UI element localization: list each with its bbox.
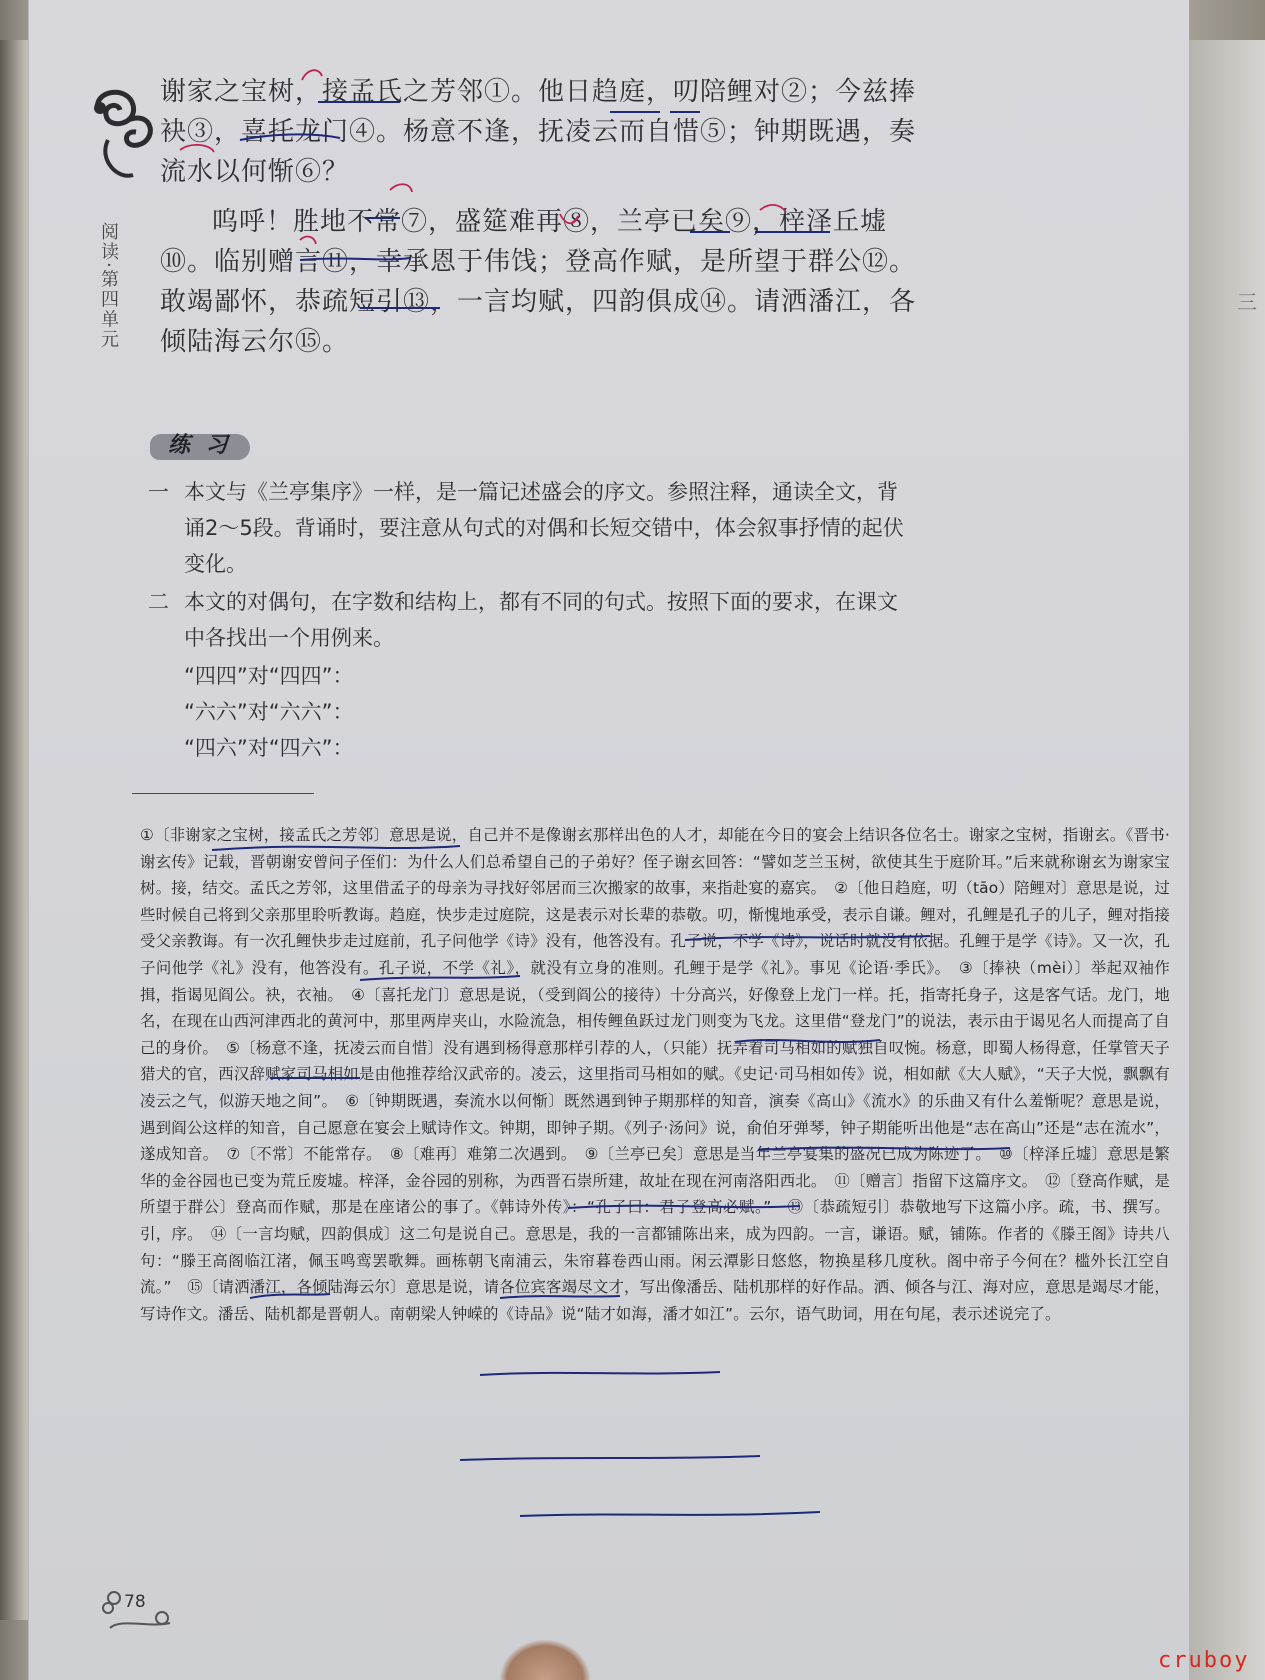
- exercise-number: 二: [148, 590, 169, 614]
- page-number-badge: [100, 1578, 180, 1638]
- exercise-heading: [150, 428, 270, 468]
- exercise-number: 一: [148, 480, 169, 504]
- footnote-divider: [132, 793, 314, 794]
- main-passage: [160, 72, 920, 362]
- exercise-text: 本文的对偶句，在字数和结构上，都有不同的句式。按照下面的要求，在课文中各找出一个用例来。: [184, 590, 898, 650]
- page-number: 78: [124, 1592, 146, 1612]
- swirl-ornament-icon: [88, 80, 160, 190]
- next-page-glyph: 三: [1237, 290, 1257, 314]
- pattern-4-4: “四四”对“四四”：: [184, 664, 354, 688]
- exercise-item: [148, 474, 908, 582]
- paragraph-2: 呜呼！胜地不常⑦，盛筵难再⑧，兰亭已矣⑨，梓泽丘墟⑩。临别赠言⑪，幸承恩于伟饯；登高作赋，是所望于群公⑫。敢竭鄙怀，恭疏短引⑬，一言均赋，四韵俱成⑭。请洒潘江，各倾陆海云尔⑮。: [160, 207, 917, 357]
- footnotes: ①〔非谢家之宝树，接孟氏之芳邻〕意思是说，自己并不是像谢玄那样出色的人才，却能在今日的宴会上结识各位名士。谢家之宝树，指谢玄。《晋书·谢玄传》记载，晋朝谢安曾问子侄们：为什么人们总希望自己的子弟好？侄子谢玄回答：“譬如芝兰玉树，欲使其生于庭阶耳。”后来就称谢玄为谢家宝树。接，结交。孟氏之芳邻，这里借孟子的母亲为寻找好邻居而三次搬家的故事，来指赴宴的嘉宾。 ②〔他日趋庭，叨（tāo）陪鲤对〕意思是说，过些时候自己将到父亲那里聆听教诲。趋庭，快步走过庭院，这是表示对长辈的恭敬。叨，惭愧地承受，表示自谦。鲤对，孔鲤是孔子的儿子，鲤对指接受父亲教诲。有一次孔鲤快步走过庭前，孔子问他学《诗》没有，他答没有。孔子说，不学《诗》，说话时就没有依据。孔鲤于是学《诗》。又一次，孔子问他学《礼》没有，他答没有。孔子说，不学《礼》，就没有立身的准则。孔鲤于是学《礼》。事见《论语·季氏》。 ③〔捧袂（mèi）〕举起双袖作揖，指谒见阎公。袂，衣袖。 ④〔喜托龙门〕意思是说，（受到阎公的接待）十分高兴，好像登上龙门一样。托，指寄托身子，这是客气话。龙门，地名，在现在山西河津西北的黄河中，那里两岸夹山，水险流急，相传鲤鱼跃过龙门则变为飞龙。这里借“登龙门”的说法，表示由于谒见名人而提高了自己的身价。 ⑤〔杨意不逢，抚凌云而自惜〕没有遇到杨得意那样引荐的人，（只能）抚弄着司马相如的赋独自叹惋。杨意，即蜀人杨得意，任掌管天子猎犬的官，西汉辞赋家司马相如是由他推荐给汉武帝的。凌云，这里指司马相如的赋。《史记·司马相如传》说，相如献《大人赋》，“天子大悦，飘飘有凌云之气，似游天地之间”。 ⑥〔钟期既遇，奏流水以何惭〕既然遇到钟子期那样的知音，演奏《高山》《流水》的乐曲又有什么羞惭呢？意思是说，遇到阎公这样的知音，自己愿意在宴会上赋诗作文。钟期，即钟子期。《列子·汤问》说，俞伯牙弹琴，钟子期能听出他是“志在高山”还是“志在流水”，遂成知音。 ⑦〔不常〕不能常存。 ⑧〔难再〕难第二次遇到。 ⑨〔兰亭已矣〕意思是当年兰亭宴集的盛况已成为陈迹了。 ⑩〔梓泽丘墟〕意思是繁华的金谷园也已变为荒丘废墟。梓泽，金谷园的别称，为西晋石崇所建，故址在现在河南洛阳西北。 ⑪〔赠言〕指留下这篇序文。 ⑫〔登高作赋，是所望于群公〕登高而作赋，那是在座诸公的事了。《韩诗外传》：“孔子曰：君子登高必赋。” ⑬〔恭疏短引〕恭敬地写下这篇小序。疏，书、撰写。引，序。 ⑭〔一言均赋，四韵俱成〕这二句是说自己。意思是，我的一言都铺陈出来，成为四韵。一言，谦语。赋，铺陈。作者的《滕王阁》诗共八句：“滕王高阁临江渚，佩玉鸣鸾罢歌舞。画栋朝飞南浦云，朱帘暮卷西山雨。闲云潭影日悠悠，物换星移几度秋。阁中帝子今何在？槛外长江空自流。” ⑮〔请洒潘江，各倾陆海云尔〕意思是说，请各位宾客竭尽文才，写出像潘岳、陆机那样的好作品。洒、倾各与江、海对应，意思是竭尽才能，写诗作文。潘岳、陆机都是晋朝人。南朝梁人钟嵘的《诗品》说“陆才如海，潘才如江”。云尔，语气助词，用在句尾，表示述说完了。: [140, 826, 1170, 1323]
- exercise-item: [148, 584, 908, 656]
- pattern-6-6: “六六”对“六六”：: [184, 700, 354, 724]
- exercise-list: [148, 474, 908, 766]
- pattern-4-6: “四六”对“四六”：: [184, 736, 354, 760]
- paragraph-1: 谢家之宝树，接孟氏之芳邻①。他日趋庭，叨陪鲤对②；今兹捧袂③，喜托龙门④。杨意不逢，抚凌云而自惜⑤；钟期既遇，奏流水以何惭⑥？: [160, 77, 917, 187]
- exercise-text: 本文与《兰亭集序》一样，是一篇记述盛会的序文。参照注释，通读全文，背诵2～5段。背诵时，要注意从句式的对偶和长短交错中，体会叙事抒情的起伏变化。: [184, 480, 904, 576]
- watermark-text: cruboy: [1158, 1648, 1250, 1673]
- unit-side-label: 阅读·第四单元: [98, 222, 119, 350]
- exercise-heading-text: 练 习: [168, 432, 232, 458]
- thumb-at-bottom: [500, 1640, 590, 1680]
